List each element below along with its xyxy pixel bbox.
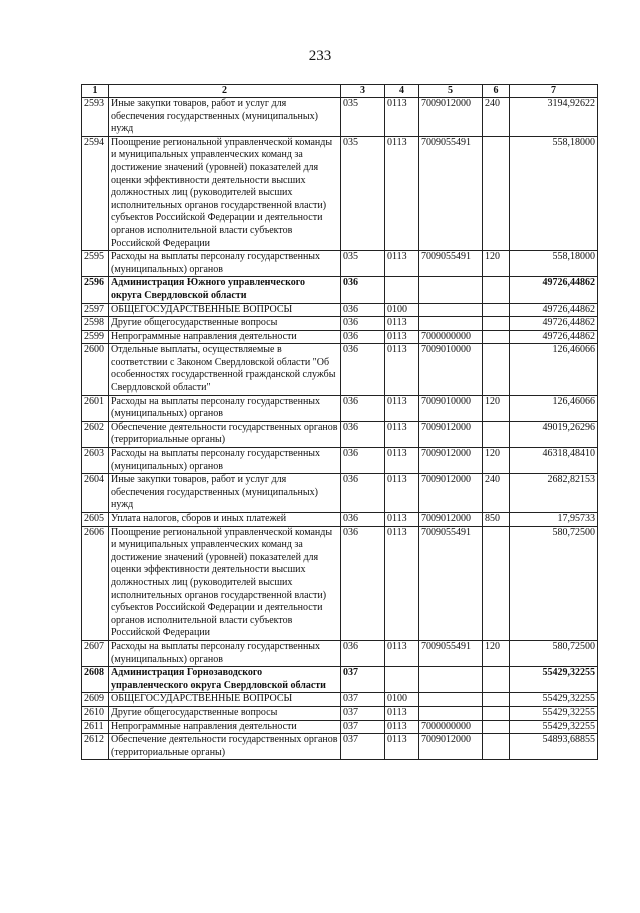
target-article-code-cell [419,317,483,331]
expense-type-code-cell [483,330,510,344]
row-number-cell: 2610 [82,706,109,720]
table-row [82,317,598,331]
expense-name-cell: Расходы на выплаты персоналу государственных (муниципальных) органов [109,251,341,277]
amount-cell: 17,95733 [510,513,598,527]
expense-type-code-cell [483,720,510,734]
row-number-cell: 2604 [82,474,109,513]
table-row [82,136,598,250]
amount-cell: 55429,32255 [510,667,598,693]
expense-type-code-cell [483,693,510,707]
table-row [82,277,598,303]
amount-cell: 55429,32255 [510,720,598,734]
row-number-cell: 2595 [82,251,109,277]
row-number-cell: 2599 [82,330,109,344]
section-code-cell: 0100 [385,303,419,317]
expense-name-cell: Расходы на выплаты персоналу государственных (муниципальных) органов [109,640,341,666]
ministry-code-cell: 036 [341,513,385,527]
expense-type-code-cell [483,706,510,720]
ministry-code-cell: 037 [341,734,385,760]
expense-name-cell: Поощрение региональной управленческой команды и муниципальных управленческих команд за достижение значений (уровней) показателей для оценки эффективности деятельности высших должностных лиц (руководителей высших исполнительных органов государственной власти) субъектов Российской Федерации и деятельности органов исполнительной власти субъектов Российской Федерации [109,136,341,250]
section-code-cell: 0113 [385,317,419,331]
amount-cell: 558,18000 [510,251,598,277]
row-number-cell: 2605 [82,513,109,527]
section-code-cell: 0113 [385,344,419,395]
amount-cell: 49726,44862 [510,330,598,344]
header-col-1: 1 [82,85,109,98]
row-number-cell: 2597 [82,303,109,317]
header-col-6: 6 [483,85,510,98]
expense-type-code-cell [483,526,510,640]
row-number-cell: 2607 [82,640,109,666]
ministry-code-cell: 037 [341,693,385,707]
amount-cell: 54893,68855 [510,734,598,760]
row-number-cell: 2600 [82,344,109,395]
target-article-code-cell [419,693,483,707]
row-number-cell: 2602 [82,421,109,447]
row-number-cell: 2609 [82,693,109,707]
target-article-code-cell: 7009055491 [419,251,483,277]
expense-name-cell: Администрация Южного управленческого округа Свердловской области [109,277,341,303]
section-code-cell: 0113 [385,720,419,734]
row-number-cell: 2608 [82,667,109,693]
expense-name-cell: Другие общегосударственные вопросы [109,317,341,331]
ministry-code-cell: 036 [341,448,385,474]
amount-cell: 126,46066 [510,395,598,421]
table-row [82,344,598,395]
row-number-cell: 2611 [82,720,109,734]
table-row [82,395,598,421]
target-article-code-cell: 7009012000 [419,448,483,474]
table-row [82,734,598,760]
section-code-cell: 0113 [385,513,419,527]
budget-table [81,84,598,760]
section-code-cell: 0113 [385,136,419,250]
section-code-cell: 0113 [385,421,419,447]
table-row [82,421,598,447]
header-col-4: 4 [385,85,419,98]
table-row [82,667,598,693]
header-col-2: 2 [109,85,341,98]
ministry-code-cell: 036 [341,317,385,331]
target-article-code-cell: 7009055491 [419,640,483,666]
section-code-cell: 0113 [385,526,419,640]
amount-cell: 55429,32255 [510,706,598,720]
amount-cell: 126,46066 [510,344,598,395]
ministry-code-cell: 035 [341,98,385,137]
section-code-cell: 0113 [385,474,419,513]
table-row [82,526,598,640]
amount-cell: 49019,26296 [510,421,598,447]
table-row [82,303,598,317]
ministry-code-cell: 036 [341,640,385,666]
ministry-code-cell: 036 [341,303,385,317]
expense-name-cell: Уплата налогов, сборов и иных платежей [109,513,341,527]
row-number-cell: 2596 [82,277,109,303]
expense-type-code-cell [483,344,510,395]
expense-type-code-cell: 240 [483,474,510,513]
expense-type-code-cell [483,734,510,760]
table-row [82,330,598,344]
ministry-code-cell: 036 [341,526,385,640]
amount-cell: 55429,32255 [510,693,598,707]
row-number-cell: 2593 [82,98,109,137]
row-number-cell: 2603 [82,448,109,474]
expense-type-code-cell: 120 [483,448,510,474]
amount-cell: 2682,82153 [510,474,598,513]
expense-type-code-cell: 120 [483,395,510,421]
table-row [82,640,598,666]
expense-type-code-cell [483,421,510,447]
ministry-code-cell: 036 [341,277,385,303]
row-number-cell: 2598 [82,317,109,331]
row-number-cell: 2606 [82,526,109,640]
ministry-code-cell: 037 [341,706,385,720]
expense-name-cell: Иные закупки товаров, работ и услуг для обеспечения государственных (муниципальных) нужд [109,98,341,137]
expense-name-cell: Расходы на выплаты персоналу государственных (муниципальных) органов [109,395,341,421]
target-article-code-cell: 7009055491 [419,136,483,250]
expense-name-cell: Непрограммные направления деятельности [109,330,341,344]
amount-cell: 580,72500 [510,640,598,666]
section-code-cell: 0113 [385,706,419,720]
target-article-code-cell: 7009012000 [419,421,483,447]
expense-type-code-cell [483,317,510,331]
target-article-code-cell: 7009012000 [419,98,483,137]
target-article-code-cell: 7009012000 [419,513,483,527]
expense-type-code-cell [483,303,510,317]
table-row [82,513,598,527]
target-article-code-cell: 7009010000 [419,344,483,395]
amount-cell: 3194,92622 [510,98,598,137]
table-row [82,251,598,277]
table-row [82,98,598,137]
section-code-cell: 0113 [385,640,419,666]
section-code-cell: 0113 [385,98,419,137]
target-article-code-cell [419,277,483,303]
header-col-3: 3 [341,85,385,98]
target-article-code-cell [419,706,483,720]
ministry-code-cell: 035 [341,136,385,250]
section-code-cell: 0113 [385,395,419,421]
table-row [82,474,598,513]
section-code-cell: 0113 [385,448,419,474]
header-col-7: 7 [510,85,598,98]
expense-name-cell: ОБЩЕГОСУДАРСТВЕННЫЕ ВОПРОСЫ [109,303,341,317]
ministry-code-cell: 035 [341,251,385,277]
table-row [82,706,598,720]
ministry-code-cell: 036 [341,330,385,344]
target-article-code-cell: 7009012000 [419,734,483,760]
expense-name-cell: Поощрение региональной управленческой команды и муниципальных управленческих команд за достижение значений (уровней) показателей для оценки эффективности деятельности высших должностных лиц (руководителей высших исполнительных органов государственной власти) субъектов Российской Федерации и деятельности органов исполнительной власти субъектов Российской Федерации [109,526,341,640]
ministry-code-cell: 036 [341,474,385,513]
table-row [82,693,598,707]
row-number-cell: 2594 [82,136,109,250]
expense-type-code-cell: 120 [483,640,510,666]
expense-name-cell: Расходы на выплаты персоналу государственных (муниципальных) органов [109,448,341,474]
amount-cell: 558,18000 [510,136,598,250]
section-code-cell [385,277,419,303]
expense-name-cell: Обеспечение деятельности государственных органов (территориальные органы) [109,421,341,447]
section-code-cell: 0113 [385,251,419,277]
expense-type-code-cell: 850 [483,513,510,527]
amount-cell: 580,72500 [510,526,598,640]
amount-cell: 46318,48410 [510,448,598,474]
section-code-cell: 0100 [385,693,419,707]
expense-type-code-cell: 120 [483,251,510,277]
expense-type-code-cell [483,667,510,693]
target-article-code-cell: 7009055491 [419,526,483,640]
expense-name-cell: Иные закупки товаров, работ и услуг для обеспечения государственных (муниципальных) нужд [109,474,341,513]
target-article-code-cell [419,303,483,317]
amount-cell: 49726,44862 [510,277,598,303]
section-code-cell: 0113 [385,330,419,344]
amount-cell: 49726,44862 [510,303,598,317]
target-article-code-cell [419,667,483,693]
ministry-code-cell: 036 [341,421,385,447]
table-row [82,720,598,734]
target-article-code-cell: 7009012000 [419,474,483,513]
target-article-code-cell: 7009010000 [419,395,483,421]
table-header-row [82,85,598,98]
expense-name-cell: Администрация Горнозаводского управленческого округа Свердловской области [109,667,341,693]
ministry-code-cell: 036 [341,344,385,395]
header-col-5: 5 [419,85,483,98]
expense-type-code-cell: 240 [483,98,510,137]
ministry-code-cell: 037 [341,720,385,734]
ministry-code-cell: 037 [341,667,385,693]
expense-type-code-cell [483,136,510,250]
row-number-cell: 2612 [82,734,109,760]
target-article-code-cell: 7000000000 [419,720,483,734]
expense-type-code-cell [483,277,510,303]
page-number: 233 [308,48,332,64]
section-code-cell: 0113 [385,734,419,760]
expense-name-cell: Другие общегосударственные вопросы [109,706,341,720]
target-article-code-cell: 7000000000 [419,330,483,344]
expense-name-cell: Непрограммные направления деятельности [109,720,341,734]
row-number-cell: 2601 [82,395,109,421]
amount-cell: 49726,44862 [510,317,598,331]
ministry-code-cell: 036 [341,395,385,421]
expense-name-cell: ОБЩЕГОСУДАРСТВЕННЫЕ ВОПРОСЫ [109,693,341,707]
section-code-cell [385,667,419,693]
expense-name-cell: Отдельные выплаты, осуществляемые в соответствии с Законом Свердловской области "Об особенностях государственной гражданской службы Свердловской области" [109,344,341,395]
expense-name-cell: Обеспечение деятельности государственных органов (территориальные органы) [109,734,341,760]
table-row [82,448,598,474]
